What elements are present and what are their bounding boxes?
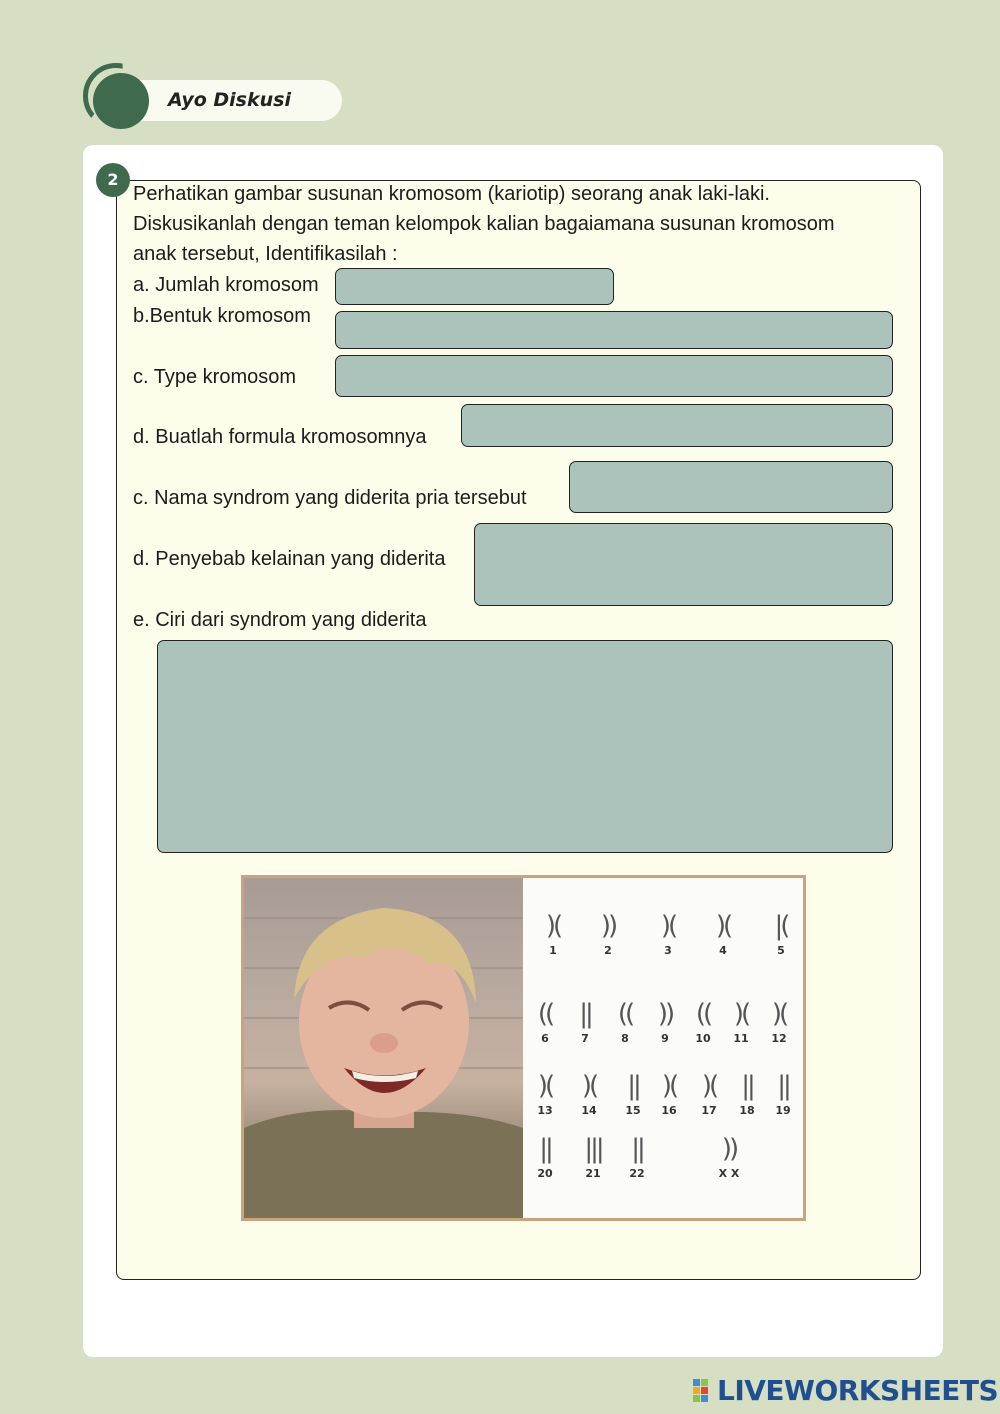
- liveworksheets-brand[interactable]: LIVEWORKSHEETS: [717, 1374, 999, 1407]
- label-type-kromosom: c. Type kromosom: [133, 366, 297, 388]
- answer-formula-kromosom[interactable]: [461, 404, 893, 447]
- chromosome-pair: )( 3: [660, 911, 676, 957]
- header-circle-decoration: [93, 73, 149, 129]
- chromosome-pair: (( 6: [537, 999, 553, 1045]
- intro-line-2: Diskusikanlah dengan teman kelompok kalian bagaiamana susunan kromosom: [133, 213, 835, 235]
- chromosome-pair-sex: )) X X: [718, 1134, 740, 1180]
- label-nama-syndrom: c. Nama syndrom yang diderita pria tersebut: [133, 487, 527, 509]
- chromosome-pair: || 19: [775, 1071, 791, 1117]
- chromosome-pair: )) 9: [657, 999, 673, 1045]
- chromosome-pair: || 20: [537, 1134, 553, 1180]
- chromosome-pair: (( 10: [695, 999, 711, 1045]
- chromosome-pair: ||| 21: [584, 1134, 602, 1180]
- intro-line-1: Perhatikan gambar susunan kromosom (kariotip) seorang anak laki-laki.: [133, 183, 770, 205]
- label-penyebab-kelainan: d. Penyebab kelainan yang diderita: [133, 548, 446, 570]
- chromosome-pair: )( 14: [581, 1071, 597, 1117]
- chromosome-pair: )( 1: [545, 911, 561, 957]
- section-title: Ayo Diskusi: [168, 89, 291, 111]
- chromosome-pair: (( 8: [617, 999, 633, 1045]
- chromosome-pair: )( 4: [715, 911, 731, 957]
- child-photo: [244, 878, 523, 1218]
- chromosome-pair: )( 17: [701, 1071, 717, 1117]
- intro-line-3: anak tersebut, Identifikasilah :: [133, 243, 398, 265]
- label-bentuk-kromosom: b.Bentuk kromosom: [133, 305, 311, 327]
- child-photo-illustration: [244, 878, 523, 1218]
- chromosome-pair: )( 11: [733, 999, 749, 1045]
- chromosome-pair: )( 16: [661, 1071, 677, 1117]
- answer-jumlah-kromosom[interactable]: [335, 268, 614, 305]
- label-formula-kromosom: d. Buatlah formula kromosomnya: [133, 426, 427, 448]
- chromosome-pair: )( 12: [771, 999, 787, 1045]
- answer-penyebab-kelainan[interactable]: [474, 523, 893, 606]
- chromosome-pair: || 7: [579, 999, 591, 1045]
- question-number-badge: 2: [96, 163, 130, 197]
- chromosome-pair: || 18: [739, 1071, 755, 1117]
- liveworksheets-logo-icon: [693, 1379, 717, 1403]
- answer-bentuk-kromosom[interactable]: [335, 311, 893, 349]
- answer-nama-syndrom[interactable]: [569, 461, 893, 513]
- chromosome-pair: || 15: [625, 1071, 641, 1117]
- label-ciri-syndrom: e. Ciri dari syndrom yang diderita: [133, 609, 427, 631]
- chromosome-pair: )) 2: [600, 911, 616, 957]
- chromosome-pair: || 22: [629, 1134, 645, 1180]
- chromosome-pair: |( 5: [774, 911, 788, 957]
- answer-type-kromosom[interactable]: [335, 355, 893, 397]
- chromosome-pair: )( 13: [537, 1071, 553, 1117]
- karyotype-chart: [523, 878, 803, 1218]
- label-jumlah-kromosom: a. Jumlah kromosom: [133, 274, 319, 296]
- answer-ciri-syndrom[interactable]: [157, 640, 893, 853]
